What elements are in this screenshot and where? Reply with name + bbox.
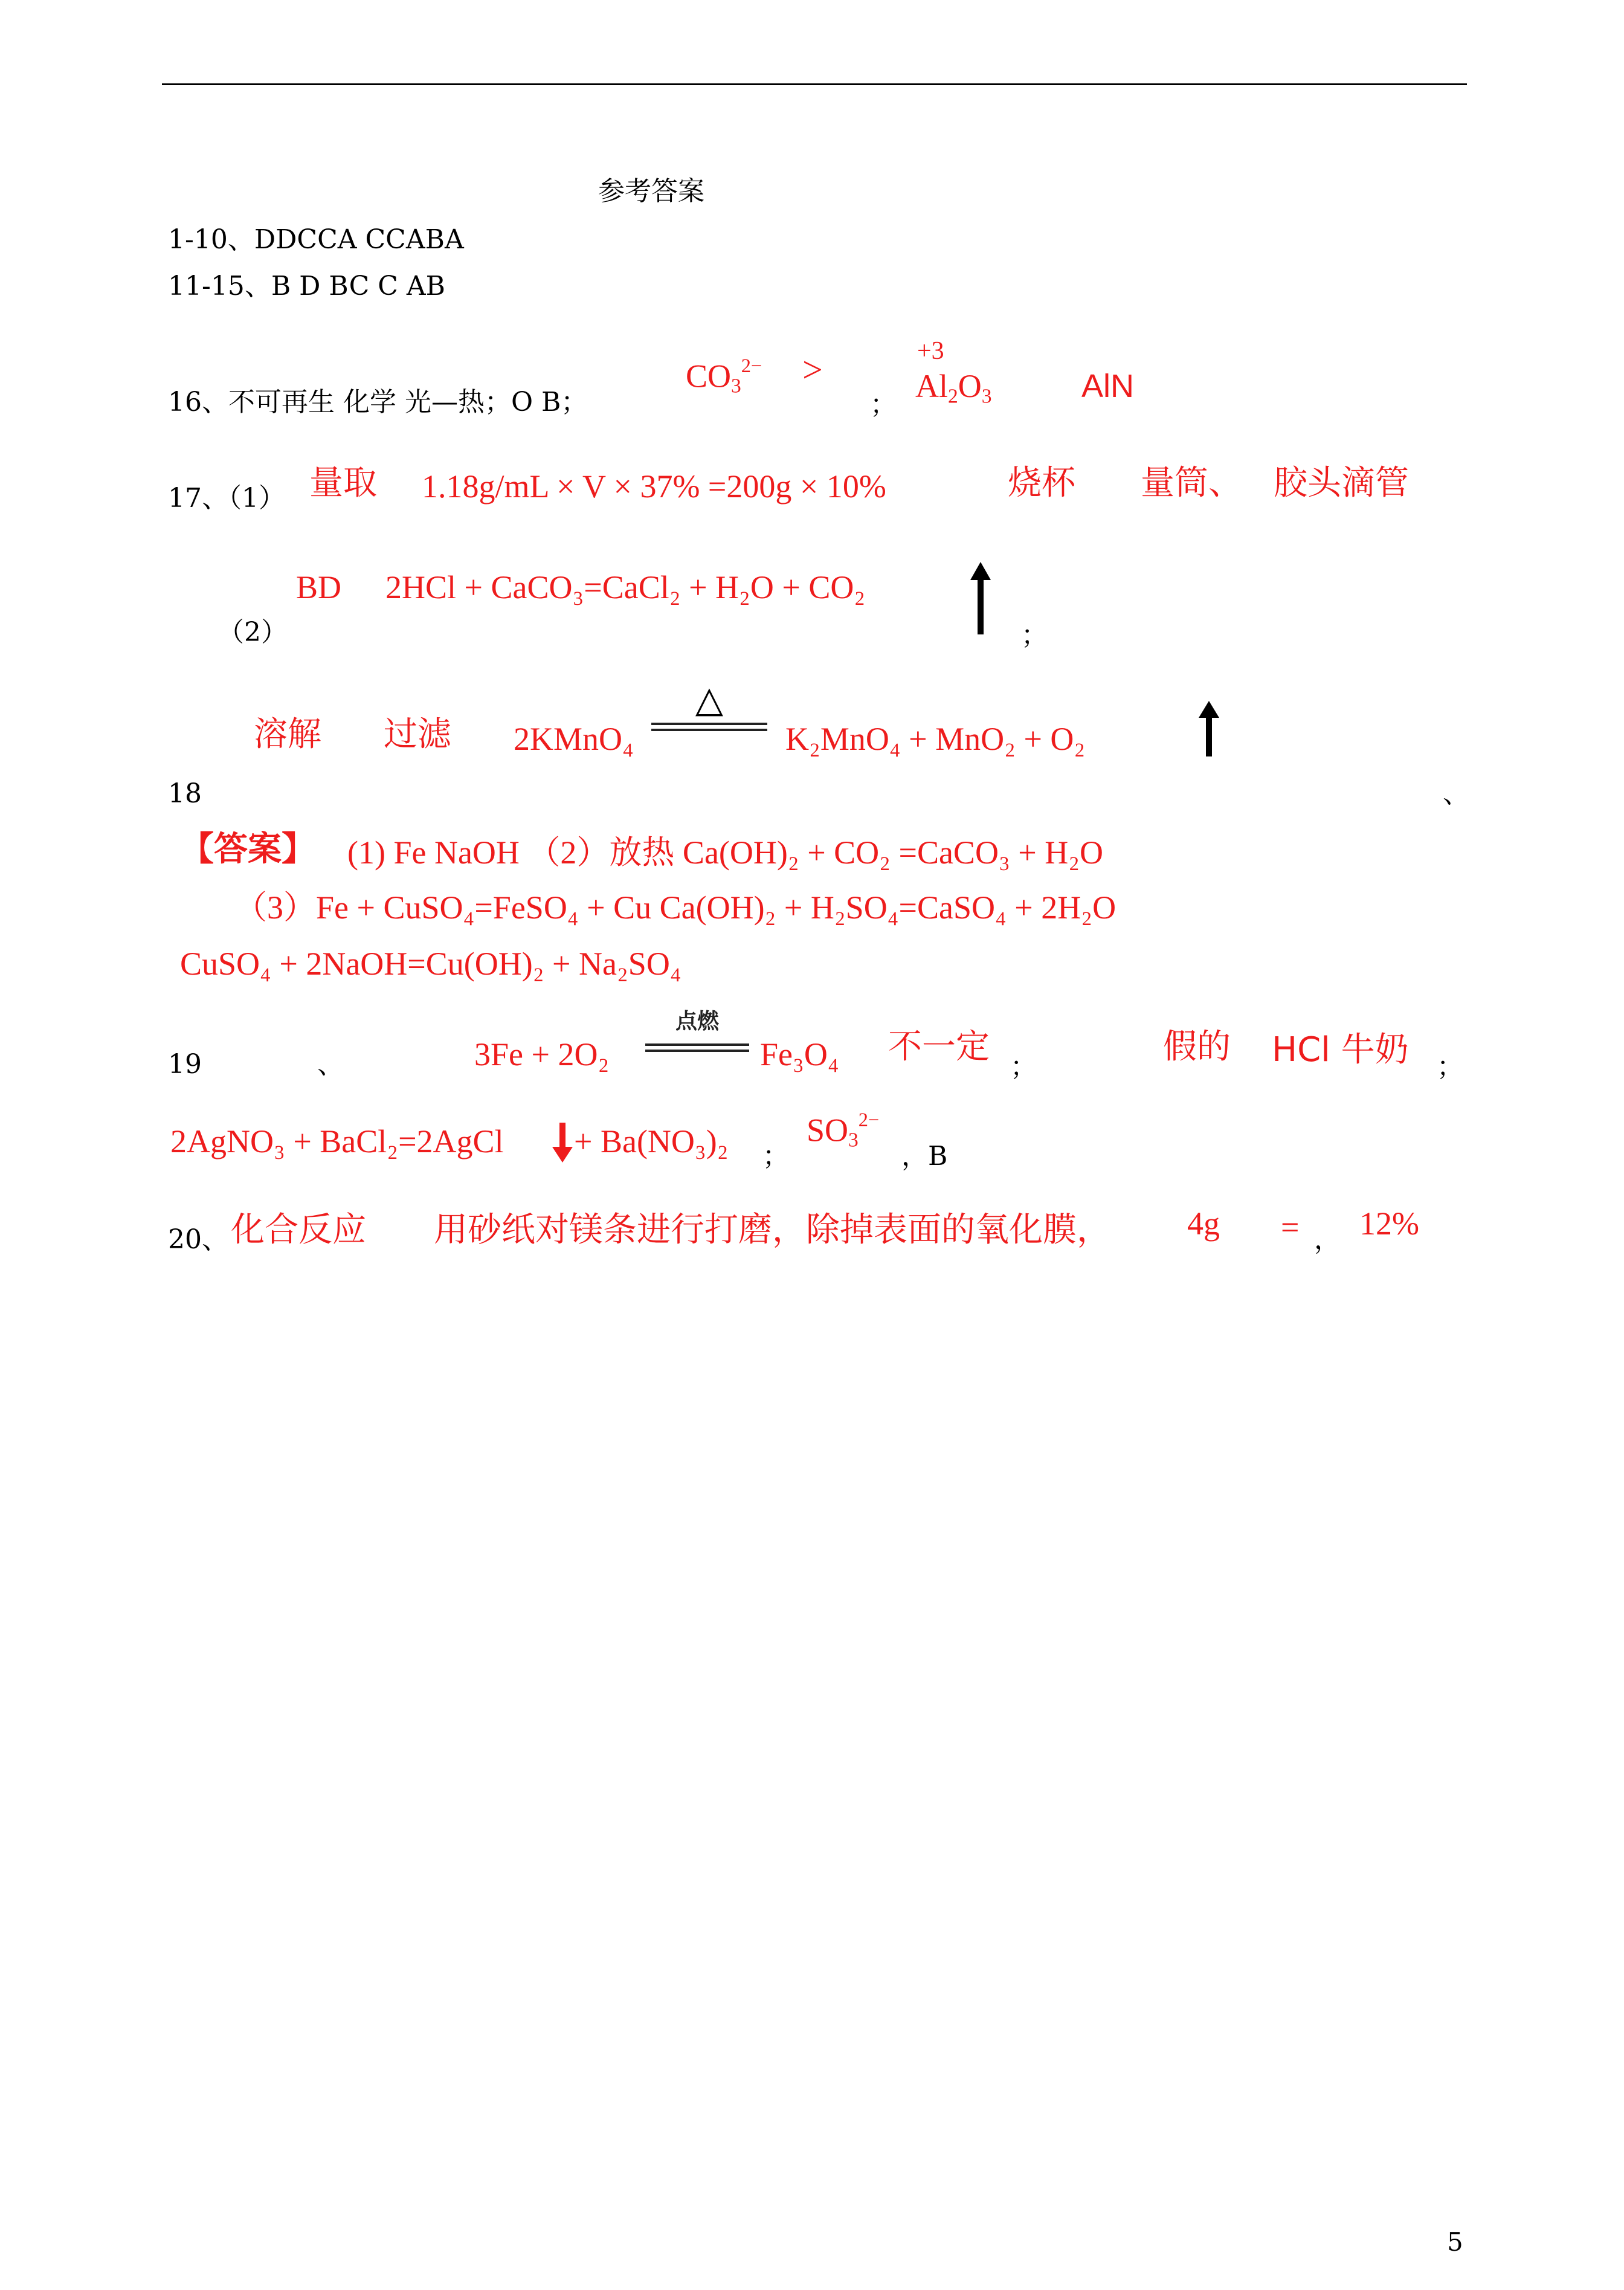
q19-separator: 、 xyxy=(317,1049,344,1080)
q17-answer-bd: BD xyxy=(296,569,342,605)
q18-number: 18 xyxy=(168,778,202,809)
q19-condition-label: 点燃 xyxy=(675,1009,719,1034)
q20-answer-combination: 化合反应 xyxy=(231,1210,366,1250)
gas-up-arrow-icon xyxy=(967,562,994,634)
q19-semicolon-2: ； xyxy=(1437,1051,1463,1082)
q19-sulfite-ion: $SO_3^{2-}$ xyxy=(807,1109,880,1152)
q16-valence: +3 xyxy=(917,337,944,365)
page-title: 参考答案 xyxy=(598,176,704,207)
q20-number: 20、 xyxy=(168,1224,228,1255)
q17-answer-cylinder: 量筒、 xyxy=(1141,463,1242,503)
q16-semicolon: ； xyxy=(870,389,897,420)
q17-part2-number: （2） xyxy=(218,617,288,648)
q17-answer-beaker: 烧杯 xyxy=(1008,463,1075,503)
q19-semicolon-3: ； xyxy=(762,1141,789,1172)
answer-line-2: （3）Fe + CuSO₄=FeSO₄ + Cu Ca(OH)₂ + H₂SO₄=CaSO₄ + 2H₂O xyxy=(234,889,1116,926)
q19-number: 19 xyxy=(168,1049,202,1080)
answer-line-3: CuSO₄ + 2NaOH=Cu(OH)₂ + Na₂SO₄ xyxy=(180,946,682,982)
header-rule xyxy=(162,83,1467,85)
q18-heat-condition xyxy=(651,679,767,731)
q19-answer-fake: 假的 xyxy=(1163,1027,1231,1066)
q17-equation: 2HCl + CaCO₃=CaCl₂ + H₂O + CO₂ xyxy=(385,569,866,605)
q16-prefix: 16、不可再生 化学 光—热；O B； xyxy=(168,387,588,418)
q19-answer-not-sure: 不一定 xyxy=(888,1027,990,1066)
precipitate-down-arrow-icon xyxy=(549,1123,576,1163)
answer-label: 【答案】 xyxy=(180,830,315,869)
answers-11-15: 11-15、B D BC C AB xyxy=(168,271,445,302)
q20-answer-percent: 12% xyxy=(1359,1205,1419,1242)
q19-final-answer: ，B xyxy=(901,1141,948,1172)
q16-greater-than: > xyxy=(802,350,823,390)
q17-answer-dropper: 胶头滴管 xyxy=(1274,463,1409,503)
page-number: 5 xyxy=(1447,2227,1463,2257)
q19-equation-products: + Ba(NO₃)₂ xyxy=(574,1123,729,1160)
q20-answer-equal: = xyxy=(1281,1209,1300,1245)
q18-answer-filter: 过滤 xyxy=(384,715,451,754)
q19-reactants: 3Fe + 2O₂ xyxy=(474,1036,610,1072)
q19-semicolon-1: ； xyxy=(1010,1051,1037,1082)
q17-answer-measure: 量取 xyxy=(309,463,377,503)
q18-tail: 、 xyxy=(1443,778,1469,809)
q17-number: 17、（1） xyxy=(168,483,285,514)
q16-carbonate-ion: $CO_3^{2-}$ xyxy=(686,355,762,398)
q20-answer-sandpaper: 用砂纸对镁条进行打磨，除掉表面的氧化膜， xyxy=(434,1210,1110,1250)
q19-answer-hcl-milk: HCl 牛奶 xyxy=(1272,1030,1409,1069)
q18-answer-dissolve: 溶解 xyxy=(254,715,321,754)
q17-semicolon: ； xyxy=(1021,620,1048,651)
q18-products: K₂MnO₄ + MnO₂ + O₂ xyxy=(785,721,1086,757)
q16-al2o3: $Al_2O_3$ xyxy=(915,368,992,408)
oxygen-up-arrow-icon xyxy=(1195,701,1223,756)
q19-silver-nitrate-equation: 2AgNO₃ + BaCl₂=2AgCl xyxy=(170,1123,504,1160)
q18-reactant: 2KMnO₄ xyxy=(514,721,634,757)
q16-aln: AlN xyxy=(1081,368,1135,404)
q17-answer-calc: 1.18g/mL × V × 37% =200g × 10% xyxy=(422,468,886,505)
q20-answer-mass: 4g xyxy=(1187,1205,1220,1242)
answers-1-10: 1-10、DDCCA CCABA xyxy=(168,224,464,255)
q19-ignite-condition xyxy=(645,1004,749,1052)
q19-product: Fe₃O₄ xyxy=(760,1036,839,1072)
q20-comma: ， xyxy=(1314,1224,1341,1255)
heat-triangle-icon: △ xyxy=(695,679,724,721)
answer-line-1: (1) Fe NaOH （2）放热 Ca(OH)₂ + CO₂ =CaCO₃ + H₂O xyxy=(347,834,1104,871)
